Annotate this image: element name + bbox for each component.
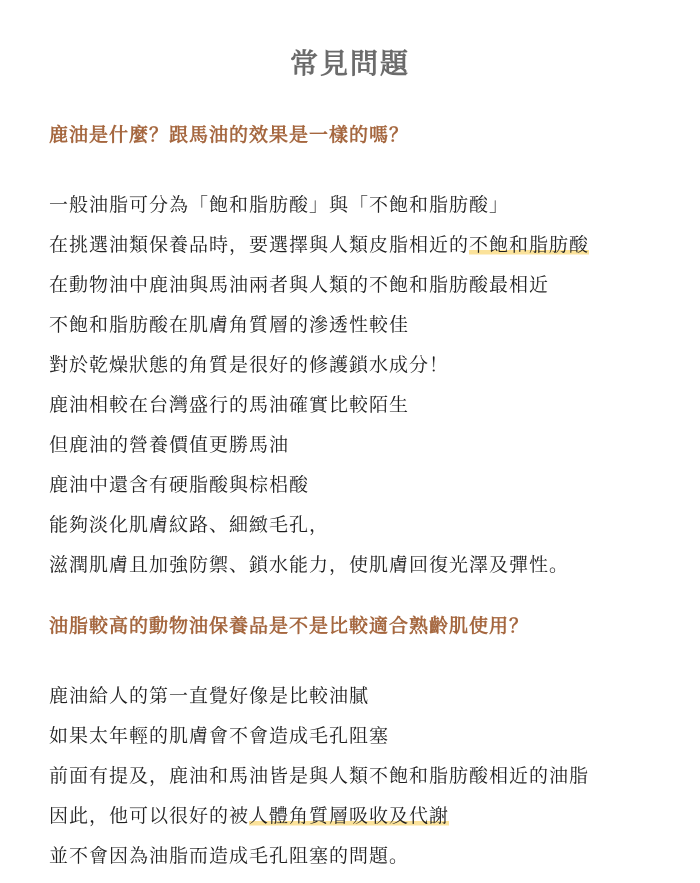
answer-line: 鹿油給人的第一直覺好像是比較油膩 <box>49 685 370 707</box>
page-title: 常見問題 <box>289 47 410 80</box>
highlighted-text: 不飽和脂肪酸 <box>469 234 590 256</box>
answer-line: 對於乾燥狀態的角質是很好的修護鎖水成分！ <box>49 354 450 376</box>
answer-line: 因此，他可以很好的被人體角質層吸收及代謝 <box>49 805 450 827</box>
answer-line: 滋潤肌膚且加強防禦、鎖水能力，使肌膚回復光澤及彈性。 <box>49 554 570 576</box>
answer-line: 在動物油中鹿油與馬油兩者與人類的不飽和脂肪酸最相近 <box>49 274 550 296</box>
faq-section-2 <box>49 611 679 883</box>
highlighted-text: 人體角質層吸收及代謝 <box>249 805 450 827</box>
faq-answer-1 <box>49 192 679 578</box>
faq-question-2: 油脂較高的動物油保養品是不是比較適合熟齡肌使用？ <box>49 615 530 637</box>
answer-line: 如果太年輕的肌膚會不會造成毛孔阻塞 <box>49 725 390 747</box>
answer-line: 一般油脂可分為「飽和脂肪酸」與「不飽和脂肪酸」 <box>49 194 510 216</box>
answer-line: 並不會因為油脂而造成毛孔阻塞的問題。 <box>49 845 410 867</box>
answer-line: 不飽和脂肪酸在肌膚角質層的滲透性較佳 <box>49 314 410 336</box>
faq-question-1: 鹿油是什麼？跟馬油的效果是一樣的嗎？ <box>49 124 410 146</box>
faq-answer-2 <box>49 683 679 869</box>
answer-line: 但鹿油的營養價值更勝馬油 <box>49 434 290 456</box>
faq-section-1 <box>49 120 679 592</box>
answer-line: 鹿油中還含有硬脂酸與棕梠酸 <box>49 474 310 496</box>
answer-line: 前面有提及，鹿油和馬油皆是與人類不飽和脂肪酸相近的油脂 <box>49 765 590 787</box>
answer-line: 鹿油相較在台灣盛行的馬油確實比較陌生 <box>49 394 410 416</box>
answer-line: 在挑選油類保養品時，要選擇與人類皮脂相近的不飽和脂肪酸 <box>49 234 590 256</box>
answer-line: 能夠淡化肌膚紋路、細緻毛孔， <box>49 514 330 536</box>
